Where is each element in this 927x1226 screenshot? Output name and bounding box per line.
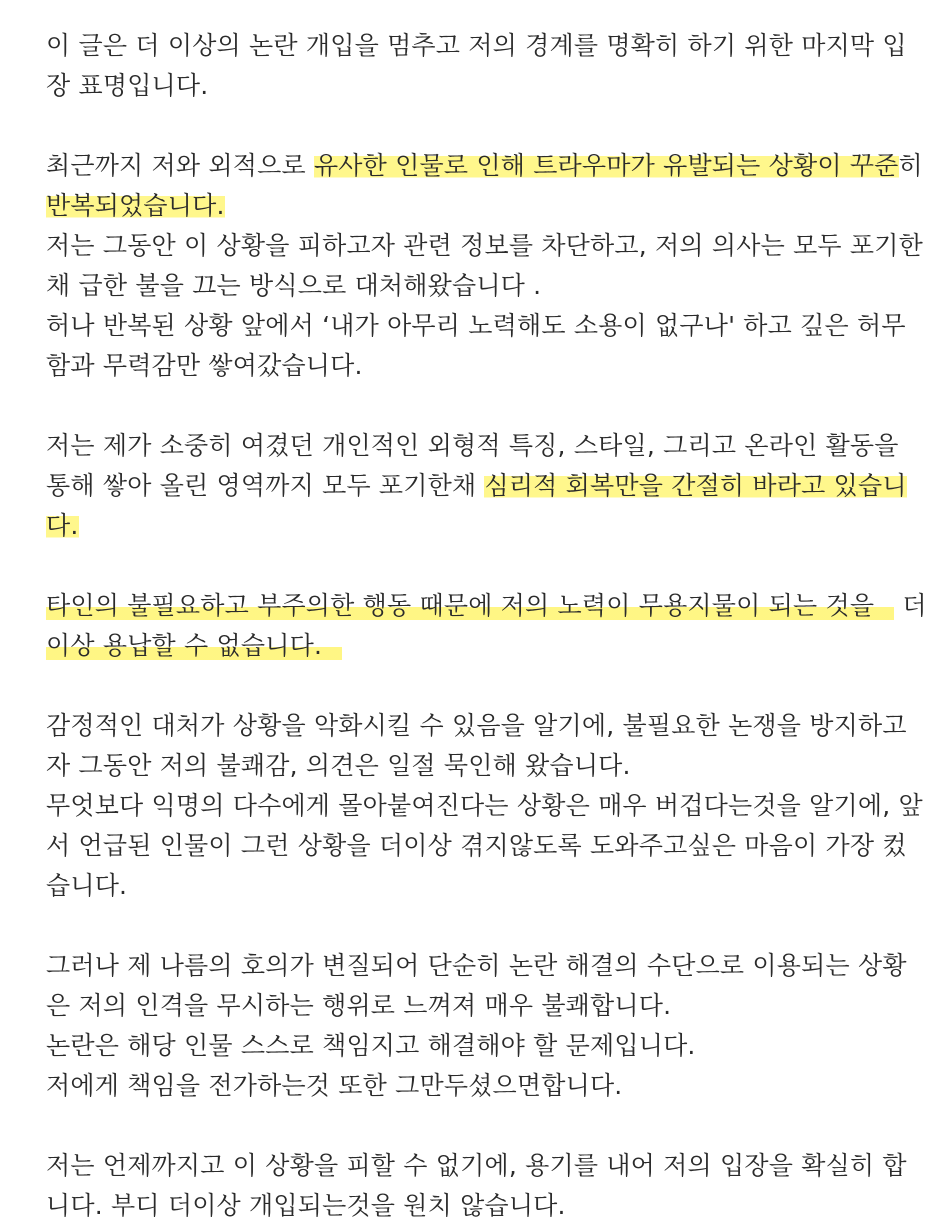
paragraph <box>46 1146 907 1226</box>
text-line <box>46 826 907 866</box>
text-segment: 더 <box>894 591 927 620</box>
underline-highlighted-text: 이상 용납할 수 없습니다. <box>46 631 342 660</box>
text-segment: 저는 그동안 이 상황을 피하고자 관련 정보를 차단하고, 저의 의사는 모두 포기한 <box>46 231 923 260</box>
text-segment: 저에게 책임을 전가하는것 또한 그만두셨으면합니다. <box>46 1071 623 1100</box>
text-line <box>46 946 907 986</box>
text-segment: 은 저의 인격을 무시하는 행위로 느껴져 매우 불쾌합니다. <box>46 991 672 1020</box>
paragraph <box>46 26 907 106</box>
text-segment: 허나 반복된 상황 앞에서 ‘내가 아무리 노력해도 소용이 없구나' 하고 깊은 허무 <box>46 311 906 340</box>
text-line <box>46 586 927 626</box>
text-line <box>46 986 880 1026</box>
text-segment: 습니다. <box>46 871 128 900</box>
paragraph <box>46 146 923 386</box>
paragraph-gap <box>46 106 880 146</box>
highlighted-text: 다. <box>46 511 79 540</box>
highlighted-text: 심리적 회복만을 간절히 바라고 있습니 <box>484 471 907 500</box>
text-segment: 서 언급된 인물이 그런 상황을 더이상 겪지않도록 도와주고싶은 마음이 가장 컸 <box>46 831 907 860</box>
text-segment: 통해 쌓아 올린 영역까지 모두 포기한채 <box>46 471 485 500</box>
text-segment: 무엇보다 익명의 다수에게 몰아붙여진다는 상황은 매우 버겁다는것을 알기에, 앞 <box>46 791 923 820</box>
paragraph <box>46 946 907 1106</box>
paragraph <box>46 586 927 666</box>
text-segment: 히 <box>898 151 923 180</box>
highlighted-text: 유사한 인물로 인해 트라우마가 유발되는 상황이 꾸준 <box>313 151 899 180</box>
text-segment: 감정적인 대처가 상황을 악화시킬 수 있음을 알기에, 불필요한 논쟁을 방지하고 <box>46 711 907 740</box>
text-segment: 함과 무력감만 쌓여갔습니다. <box>46 351 363 380</box>
text-line <box>46 1066 880 1106</box>
text-segment: 최근까지 저와 외적으로 <box>46 151 314 180</box>
text-line <box>46 346 880 386</box>
text-segment: 논란은 해당 인물 스스로 책임지고 해결해야 할 문제입니다. <box>46 1031 696 1060</box>
text-line <box>46 506 880 546</box>
paragraph-gap <box>46 1106 880 1146</box>
paragraph-gap <box>46 906 880 946</box>
paragraph-gap <box>46 666 880 706</box>
text-segment: 그러나 제 나름의 호의가 변질되어 단순히 논란 해결의 수단으로 이용되는 상황 <box>46 951 907 980</box>
text-segment: 저는 언제까지고 이 상황을 피할 수 없기에, 용기를 내어 저의 입장을 확실히 합 <box>46 1151 907 1180</box>
text-line <box>46 786 923 826</box>
text-line <box>46 466 907 506</box>
text-segment: 니다. 부디 더이상 개입되는것을 원치 않습니다. <box>46 1191 566 1220</box>
text-segment: 이 글은 더 이상의 논란 개입을 멈추고 저의 경계를 명확히 하기 위한 마지막 입 <box>46 31 907 60</box>
text-line <box>46 866 880 906</box>
text-segment: 저는 제가 소중히 여겼던 개인적인 외형적 특징, 스타일, 그리고 온라인 활동을 <box>46 431 899 460</box>
text-line <box>46 1146 907 1186</box>
text-line <box>46 66 880 106</box>
text-line <box>46 26 907 66</box>
text-line <box>46 1186 880 1226</box>
text-line <box>46 226 923 266</box>
text-segment: 장 표명입니다. <box>46 71 209 100</box>
text-line <box>46 186 880 226</box>
text-line <box>46 306 906 346</box>
text-segment: 자 그동안 저의 불쾌감, 의견은 일절 묵인해 왔습니다. <box>46 751 631 780</box>
text-line <box>46 146 923 186</box>
text-line <box>46 266 880 306</box>
text-line <box>46 746 880 786</box>
highlighted-text: 반복되었습니다. <box>46 191 225 220</box>
paragraph <box>46 426 907 546</box>
text-line <box>46 626 880 666</box>
text-line <box>46 1026 880 1066</box>
underline-highlighted-text: 타인의 불필요하고 부주의한 행동 때문에 저의 노력이 무용지물이 되는 것을 <box>46 591 894 620</box>
paragraph-gap <box>46 386 880 426</box>
paragraph <box>46 706 923 906</box>
text-line <box>46 426 899 466</box>
paragraph-gap <box>46 546 880 586</box>
text-segment: 채 급한 불을 끄는 방식으로 대처해왔습니다 . <box>46 271 542 300</box>
text-line <box>46 706 907 746</box>
